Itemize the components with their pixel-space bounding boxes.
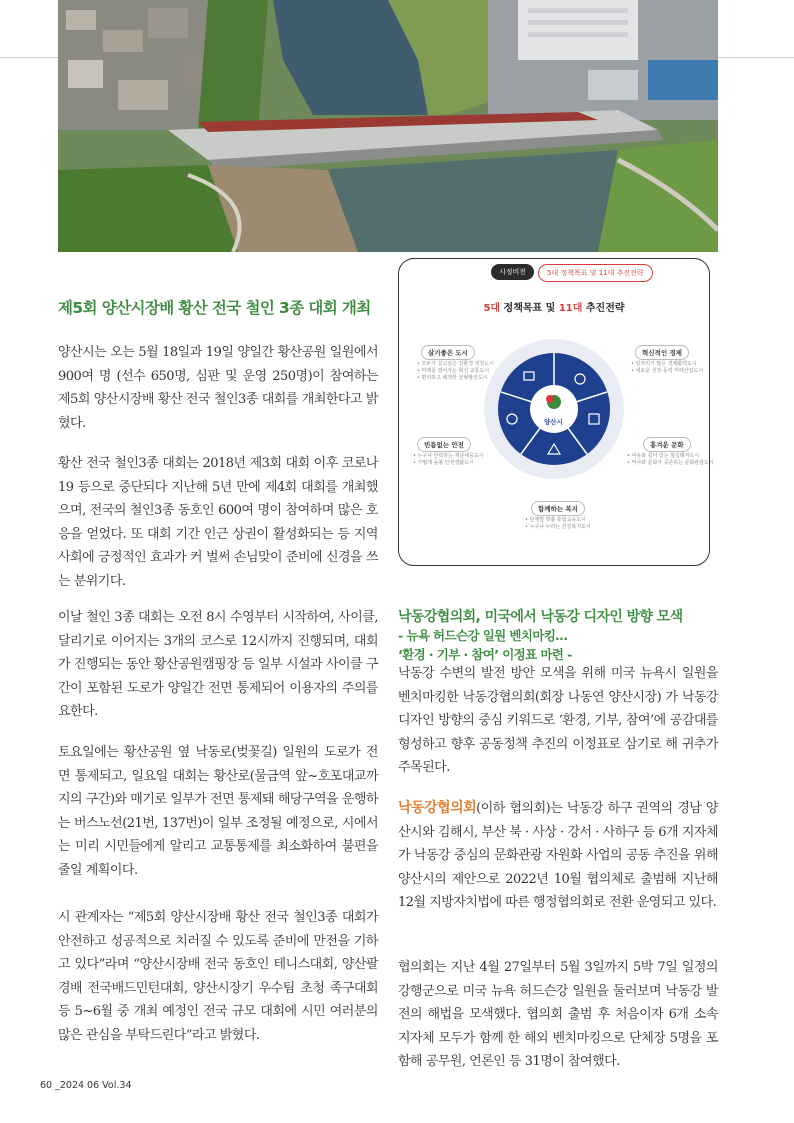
paragraph: 협의회는 지난 4월 27일부터 5월 3일까지 5박 7일 일정의 강행군으로 미국 뉴욕 허드슨강 일원을 둘러보며 낙동강 발전의 해법을 모색했다. 협의회 출범 후 처음이자 6개 소속 지자체 모두가 함께 한 해외 벤치마킹으로 단체장 5명을 포함해 공무원, 언론인 등 31명이 참여했다. [398, 960, 718, 1069]
goal-item: • 일자리가 많은 경제활력도시 [631, 361, 697, 367]
goal-label: 혁신적인 경제 [635, 345, 689, 360]
page-footer: 60 _2024 06 Vol.34 [40, 1080, 132, 1091]
paragraph: 시 관계자는 “제5회 양산시장배 황산 전국 철인3종 대회가 안전하고 성공적으로 치러질 수 있도록 준비에 만전을 기하고 있다”라며 “양산시장배 전국 동호인 테니스대회, 양산팔경배 전국배드민턴대회, 양산시장기 우수팀 초청 족구대회 등 5~6월 중 개최 예정인 전국 규모 대회에 시민 여러분의 많은 관심을 부탁드린다”라고 밝혔다. [58, 910, 378, 1043]
aerial-river-photo [58, 0, 718, 252]
article-title-nakdong: 낙동강협의회, 미국에서 낙동강 디자인 방향 모색 [398, 609, 683, 625]
vision-pill: 시정비전 [491, 264, 534, 280]
strategy-pill: 5대 정책목표 및 11대 추진전략 [538, 264, 653, 282]
goal-item: • 여유와 쉼이 있는 힐링레저도시 [627, 453, 700, 459]
goal-item: • 미래를 열어가는 혁신 교통도시 [417, 368, 490, 374]
goal-label: 빈틈없는 안전 [417, 437, 471, 452]
goal-item: • 역사와 문화가 공존하는 문화관광도시 [627, 460, 714, 466]
highlight-org-name: 낙동강협의회 [398, 800, 477, 816]
paragraph: 황산 전국 철인3종 대회는 2018년 제3회 대회 이후 코로나19 등으로 중단되다 지난해 5년 만에 제4회 대회를 개최했으며, 전국의 철인3종 동호인 600여 명이 참여하며 많은 호응을 얻었다. 또 대회 기간 인근 상권이 활성화되는 등 지역사회에 긍정적인 효과가 커 벌써 손님맞이 준비에 신경을 쓰는 분위기다. [58, 456, 378, 589]
paragraph: 낙동강 수변의 발전 방안 모색을 위해 미국 뉴욕시 일원을 벤치마킹한 낙동강협의회(회장 나동연 양산시장) 가 낙동강 디자인 방향의 중심 키워드로 ‘환경, 기부, 참여’에 공감대를 형성하고 향후 공동정책 추진의 이정표로 삼기로 해 귀추가 주목된다. [398, 666, 718, 775]
article-subtitle-2: ‘환경 · 기부 · 참여’ 이정표 마련 - [398, 647, 572, 662]
goal-label: 흥겨운 문화 [643, 437, 691, 452]
paragraph: 토요일에는 황산공원 옆 낙동로(벚꽃길) 일원의 도로가 전면 통제되고, 일요일 대회는 황산로(물금역 앞~호포대교까지의 구간)와 매기로 일부가 전면 통제돼 해당구역을 운행하는 버스노선(21번, 137번)이 일부 조정될 예정으로, 시에서는 미리 시민들에게 알리고 교통통제를 최소화하여 불편을 줄일 계획이다. [58, 745, 378, 878]
aerial-photo-illustration [58, 0, 718, 252]
article-subtitle-1: - 뉴욕 허드슨강 일원 벤치마킹… [398, 628, 568, 643]
policy-wheel [484, 339, 624, 479]
goal-label: 함께하는 복지 [531, 501, 585, 516]
goal-label: 살기좋은 도시 [421, 345, 475, 360]
goal-item: • 편리하고 쾌적한 균형발전도시 [417, 375, 488, 381]
goal-item: • 가볍게 돌볼 안전생활도시 [413, 460, 474, 466]
infographic-title: 5대 정책목표 및 11대 추진전략 [483, 303, 625, 314]
goal-item: • 새로운 성장 동력 미래산업도시 [631, 368, 704, 374]
goal-item: • 누구나 누리는 건강복지도시 [525, 524, 591, 530]
policy-infographic [398, 258, 714, 566]
goal-item: • 모두가 살고싶은 친환경 정원도시 [417, 361, 494, 367]
paragraph: 이날 철인 3종 대회는 오전 8시 수영부터 시작하여, 사이클, 달리기로 이어지는 3개의 코스로 12시까지 진행되며, 대회가 진행되는 동안 황산공원캠핑장 등 일부 시설과 사이클 구간이 포함된 도로가 양일간 전면 통제되어 이용자의 주의를 요한다. [58, 610, 378, 719]
goal-item: • 누구나 안락하는 재난대응도시 [413, 453, 484, 459]
center-label: 양산시 [544, 418, 563, 426]
paragraph: 낙동강협의회(이하 협의회)는 낙동강 하구 권역의 경남 양산시와 김해시, 부산 북 · 사상 · 강서 · 사하구 등 6개 지자체가 낙동강 중심의 문화관광 자원화 사업의 공동 추진을 위해 양산시의 제안으로 2022년 10월 협의체로 출범해 지난해 12월 지방자치법에 따른 행정협의회로 전환 운영되고 있다. [398, 800, 718, 910]
goal-item: • 단계별 맞춤 통합교육도시 [525, 517, 586, 523]
article-title-triathlon: 제5회 양산시장배 황산 전국 철인 3종 대회 개최 [58, 299, 371, 317]
paragraph: 양산시는 오는 5월 18일과 19일 양일간 황산공원 일원에서 900여 명 (선수 650명, 심판 및 운영 250명)이 참여하는 제5회 양산시장배 황산 전국 철인3종 대회를 개최한다고 밝혔다. [58, 345, 378, 431]
